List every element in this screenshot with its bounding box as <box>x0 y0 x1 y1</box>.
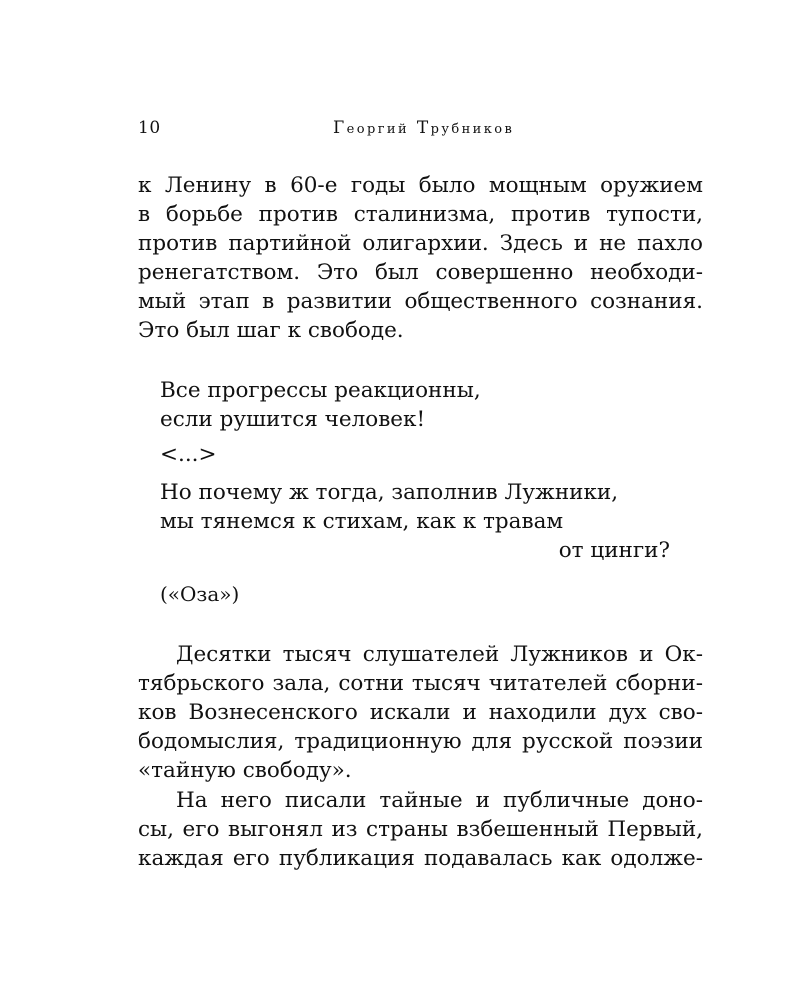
text-line: «тайную свободу». <box>138 758 352 783</box>
poem-line: Все прогрессы реакционны, <box>160 378 481 403</box>
text-line: бодомыслия, традиционную для русской поэзии <box>138 729 703 754</box>
page-number: 10 <box>138 118 161 138</box>
poem-line: мы тянемся к стихам, как к травам <box>160 509 564 534</box>
author-name <box>333 118 514 138</box>
author-first-rest: еоргий <box>346 122 410 137</box>
text-line: тябрьского зала, сотни тысяч читателей сборни- <box>138 671 703 696</box>
poem-line: Но почему ж тогда, заполнив Лужники, <box>160 480 619 505</box>
text-line: сы, его выгонял из страны взбешенный Первый, <box>138 817 703 842</box>
text-line: Это был шаг к свободе. <box>138 318 404 343</box>
poem-line-stepped: от цинги? <box>558 538 670 563</box>
author-last-rest: рубников <box>430 122 515 137</box>
text-line: ренегатством. Это был совершенно необходи- <box>138 260 703 285</box>
poem-source: («Оза») <box>160 582 240 606</box>
text-line: к Ленину в 60-е годы было мощным оружием <box>138 173 703 198</box>
text-line: На него писали тайные и публичные доно- <box>176 788 703 813</box>
running-header <box>138 118 703 142</box>
poem-line: если рушится человек! <box>160 407 426 432</box>
text-line: против партийной олигархии. Здесь и не пахло <box>138 231 703 256</box>
author-first-initial: Г <box>333 118 347 138</box>
text-line: ков Вознесенского искали и находили дух сво- <box>138 700 703 725</box>
text-line: в борьбе против сталинизма, против тупости, <box>138 202 703 227</box>
text-line: каждая его публикация подавалась как одолже- <box>138 846 703 871</box>
text-line: мый этап в развитии общественного сознания. <box>138 289 703 314</box>
author-last-initial: Т <box>416 118 431 138</box>
poem-ellipsis: <...> <box>160 442 217 467</box>
text-line: Десятки тысяч слушателей Лужников и Ок- <box>176 642 703 667</box>
